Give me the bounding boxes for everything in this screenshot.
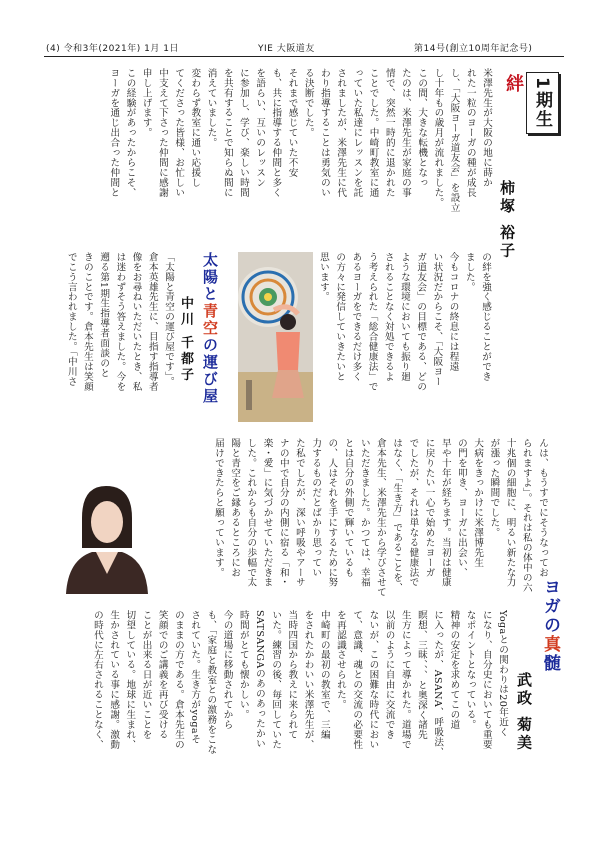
article-line: 時間がとても懐かしい。 xyxy=(237,610,249,720)
article-line: も、共に指導する仲間と多く xyxy=(270,68,282,198)
article-line: て、意識、魂との交流の必要性 xyxy=(351,610,363,750)
article-line: 「太陽と青空の運び屋です」。 xyxy=(163,252,174,387)
article2-title-part: の運び屋 xyxy=(201,337,219,405)
article-line: になり、自分史においても重要 xyxy=(480,610,492,750)
article-line: 楽・愛」に気づかせていただきま xyxy=(261,438,273,588)
article-line: ことでした。中崎町教室に通 xyxy=(367,68,379,198)
article1-body-top xyxy=(74,68,494,268)
article-line: ガ道友会」の目標である、どの xyxy=(415,252,427,392)
article-line: されていた。生き方がyogaそ xyxy=(189,610,201,744)
yoga-pose-photo xyxy=(238,252,313,422)
article-line: を語らい、互いのレッスン xyxy=(254,68,266,188)
article-line: 以前のように自由に交流でき xyxy=(383,610,395,740)
article-line: 像をお尋ねいただいたとき、私 xyxy=(130,252,142,392)
article-line: をされたかわいい米澤先生が、 xyxy=(302,610,314,750)
article-line: 消えていました。 xyxy=(205,68,217,148)
article-line: てくださった皆様、お忙しい xyxy=(173,68,185,198)
article-line: 笑顔でのご講義を再び受ける xyxy=(156,610,168,740)
article-line: でこう言われました。「中川さ xyxy=(65,252,77,387)
article-line: の時代に左右されることなく、 xyxy=(91,610,103,750)
article-line: 当時四国から教えに来られて xyxy=(286,610,298,740)
issue-number: 第14号(創立10周年記念号) xyxy=(414,44,533,54)
article-line: 今もコロナの終息には程遠 xyxy=(447,252,459,372)
article-line: に参加し、学び、楽しい時間 xyxy=(237,68,249,198)
article-line: の門を叩き、ヨーガに出会い、 xyxy=(455,438,467,578)
article-line: されることなく対処できるよ xyxy=(382,252,394,382)
article-line: ヨーガを通じ出合った仲間と xyxy=(108,68,120,198)
article-line: ような環境においても振り廻 xyxy=(398,252,410,382)
article-line: 生かされている事に感謝。激動 xyxy=(108,610,120,750)
article-line: 生方によって導かれた。道場で xyxy=(399,610,411,750)
header-rule xyxy=(44,56,564,57)
article3-author: 武政 菊美 xyxy=(515,672,533,753)
article2-body-bottom xyxy=(168,438,550,598)
article3-title-part: ヨガの xyxy=(540,578,560,635)
article-line: 十兆個の細胞に、明るい新たな力 xyxy=(504,438,516,588)
article-line: この間、大きな転機となっ xyxy=(416,68,428,188)
article-line: られますよ」。それは私の体中の六 xyxy=(520,438,532,593)
article-line: ました。 xyxy=(463,252,475,292)
article-line: 遡る第1期生指導者面談のと xyxy=(98,252,110,378)
article-line: この経験があったからこそ、 xyxy=(124,68,136,198)
article2-title xyxy=(200,252,221,405)
article-line: した。これからも自分の歩幅で太 xyxy=(245,438,257,588)
article-line: ナの中で自分の内側に宿る「和・ xyxy=(277,438,289,588)
article1-author: 柿塚 裕子 xyxy=(498,180,516,261)
article3-body xyxy=(44,610,510,795)
article-line: 瞑想、三昧、、、と奥深く諸先 xyxy=(415,610,427,740)
article-line: が漲った瞬間でした。 xyxy=(488,438,500,538)
article-line: 中支えて下さった仲間に感謝 xyxy=(156,68,168,198)
article-line: わり指導することは勇気のい xyxy=(318,68,330,198)
article-line: れた一粒のヨーガの種が成長 xyxy=(464,68,476,198)
article-line: 変わらず教室に通い応援し xyxy=(189,68,201,188)
article-line: たのは、米澤先生が家庭の事 xyxy=(399,68,411,198)
article-line: 思います。 xyxy=(318,252,329,302)
article2-author: 中川 千都子 xyxy=(178,296,193,384)
article-line: し、「大阪ヨーガ道友会」を設立 xyxy=(448,68,460,213)
article-line: なポイントとなっている。 xyxy=(464,610,476,730)
article-line: 申し上げます。 xyxy=(140,68,152,138)
article-line: 今の道場に移動されてから xyxy=(221,610,233,730)
newsletter-title: YIE 大阪道友 xyxy=(258,44,315,54)
article-line: の絆を強く感じることができ xyxy=(480,252,491,382)
article-line: い状況だからこそ、「大阪ヨー xyxy=(431,252,443,387)
article-line: 中崎町の最初の教室で、三編 xyxy=(318,610,330,740)
article-line: はなく、「生き方」であることを、 xyxy=(391,438,403,593)
article-line: きのことです。倉本先生は笑顔 xyxy=(81,252,93,392)
article-line: でしたが、それは単なる健康法で xyxy=(407,438,419,588)
section-label: 1期生 xyxy=(526,72,559,134)
article2-title-part: 太陽と xyxy=(201,252,219,303)
article-line: た私でしたが、深い呼吸やアーサ xyxy=(293,438,305,588)
article-line: SATSANGAのあのあったかい xyxy=(253,610,265,749)
article1-kicker: 絆 xyxy=(503,74,524,92)
article-line: し十年もの歳月が流れました。 xyxy=(432,68,444,208)
article-line: それまで感じていた不安 xyxy=(286,68,298,178)
article-line: のままの方である。倉本先生の xyxy=(172,610,184,750)
article-line: 切望している。地球に生まれ、 xyxy=(124,610,136,750)
article3-title-part: 真 xyxy=(540,635,560,654)
article1-body-bottom xyxy=(318,252,493,427)
article-line: は迷わずそう答えました。今を xyxy=(114,252,126,392)
article-line: 情で、突然一時的に退かれた xyxy=(383,68,395,198)
article-line: っていた私達にレッスンを託 xyxy=(351,68,363,198)
article-line: あるヨーガをできるだけ多く xyxy=(350,252,362,382)
article-line: に戻りたい一心で始めたヨーガ xyxy=(423,438,435,578)
article-line: 届けできたらと願っています。 xyxy=(212,438,224,578)
article-line: に入ったが、ASANA、呼吸法、 xyxy=(432,610,444,757)
article-line: されましたが、米澤先生に代 xyxy=(335,68,347,198)
article-line: 早や十年が経ちます。当初は健康 xyxy=(439,438,451,588)
article-line: 米澤先生が大阪の地に蒔か xyxy=(481,68,492,188)
article-line: 倉本先生、米澤先生から学びさせて xyxy=(374,438,386,598)
article2-title-part: 青空 xyxy=(201,303,219,337)
article-line: 精神の安定を求めてこの道 xyxy=(448,610,460,730)
issue-date: (4) 令和3年(2021年) 1月 1日 xyxy=(46,44,179,54)
article-line: を共有することで知らぬ間に xyxy=(221,68,233,198)
article-line: んは、もうすでにそうなってお xyxy=(537,438,548,578)
article-line: Yogaとの関わりは20年近く xyxy=(497,610,508,737)
article-line: の方々に発信していきたいと xyxy=(334,252,346,382)
article-line: ことが出来る日が近いことを xyxy=(140,610,152,740)
article-line: とは自分の外側で輝いているも xyxy=(342,438,354,578)
author-portrait-photo xyxy=(46,478,168,594)
article2-body-top xyxy=(48,252,176,430)
article-line: 力するものだとばかり思ってい xyxy=(310,438,322,578)
article-line: ないが、この困難な時代におい xyxy=(367,610,379,750)
article-line: う考えられた「総合健康法」で xyxy=(366,252,378,392)
article-line: 倉本英雄先生に、目指す指導者 xyxy=(146,252,158,392)
article-line: を再認識させられた。 xyxy=(334,610,346,710)
article-line: いた。練習の後、毎回していた xyxy=(270,610,282,750)
article3-title xyxy=(538,578,563,673)
article-line: る決断でした。 xyxy=(302,68,314,138)
article-line: の、人はそれを手にするために努 xyxy=(326,438,338,588)
article-line: 陽と青空をご縁あるところにお xyxy=(229,438,241,578)
article3-title-part: 髄 xyxy=(540,654,560,673)
article-line: 大病をきっかけに米澤博先生 xyxy=(472,438,484,568)
article-line: いただきました。かつては、幸福 xyxy=(358,438,370,588)
article-line: も、「家庭と教室との激務をこな xyxy=(205,610,217,755)
